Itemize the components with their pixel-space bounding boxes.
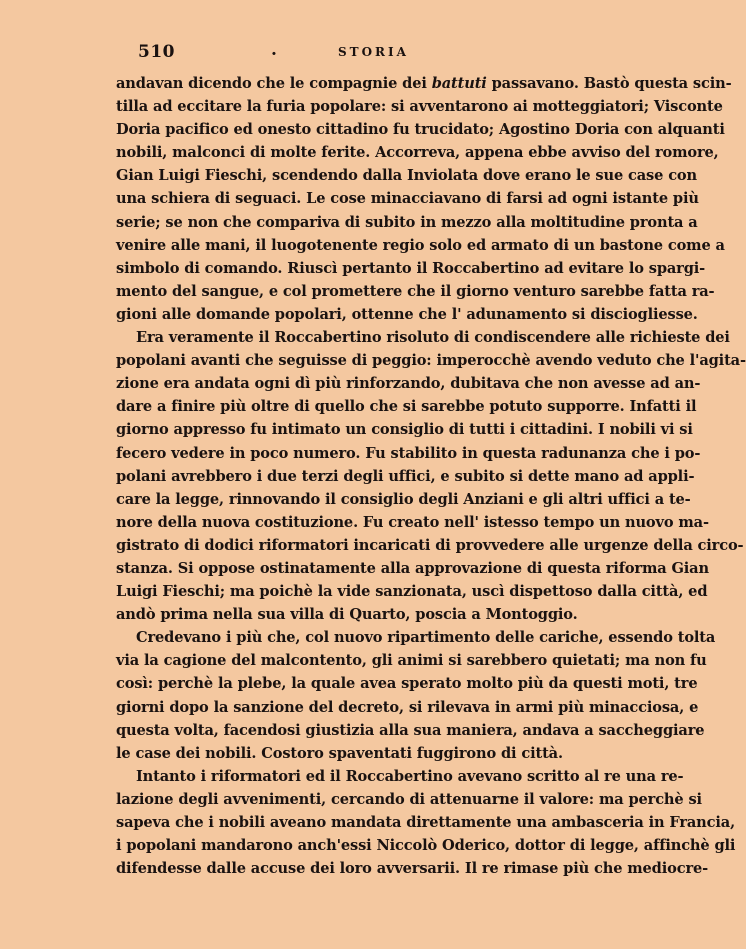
text-line xyxy=(116,372,701,395)
text-line xyxy=(116,395,697,418)
text-segment: Luigi Fieschi; ma poichè la vide sanzionata, uscì dispettoso dalla città, ed xyxy=(116,583,708,601)
text-line xyxy=(116,672,698,695)
text-line xyxy=(116,626,716,649)
body-text xyxy=(116,72,746,880)
paragraph xyxy=(116,72,732,326)
text-segment: Doria pacifico ed onesto cittadino fu trucidato; Agostino Doria con alquanti xyxy=(116,121,725,139)
paragraph xyxy=(116,765,736,880)
text-segment: polani avrebbero i due terzi degli uffici, e subito si dette mano ad appli- xyxy=(116,467,695,485)
text-line xyxy=(116,326,730,349)
text-line xyxy=(116,534,744,557)
text-line xyxy=(116,187,699,210)
text-line xyxy=(116,649,707,672)
text-segment: gioni alle domande popolari, ottenne che l' adunamento si disciogliesse. xyxy=(116,305,698,323)
text-line xyxy=(116,418,693,441)
running-title: STORIA xyxy=(338,45,409,59)
text-segment: zione era andata ogni dì più rinforzando, dubitava che non avesse ad an- xyxy=(116,375,701,393)
text-segment: sapeva che i nobili aveano mandata direttamente una ambasceria in Francia, xyxy=(116,814,736,831)
text-segment: nobili, malconci di molte ferite. Accorreva, appena ebbe avviso del romore, xyxy=(116,144,719,162)
text-line xyxy=(116,118,725,141)
text-segment: simbolo di comando. Riuscì pertanto il Roccabertino ad evitare lo spargi- xyxy=(116,259,706,277)
text-line xyxy=(116,303,698,326)
text-segment: tilla ad eccitare la furia popolare: si avventarono ai motteggiatori; Visconte xyxy=(116,98,723,116)
text-segment: una schiera di seguaci. Le cose minacciavano di farsi ad ogni istante più xyxy=(116,190,699,208)
text-line xyxy=(116,141,719,164)
paragraph xyxy=(116,626,716,765)
text-line xyxy=(116,857,709,880)
text-segment: gistrato di dodici riformatori incaricati di provvedere alle urgenze della circo- xyxy=(116,536,744,554)
text-line xyxy=(116,72,732,95)
text-segment: dare a finire più oltre di quello che si sarebbe potuto supporre. Infatti il xyxy=(116,398,697,416)
text-line xyxy=(116,696,699,719)
text-line xyxy=(116,834,736,857)
text-line xyxy=(116,580,708,603)
text-line xyxy=(116,811,736,834)
text-segment: venire alle mani, il luogotenente regio solo ed armato di un bastone come a xyxy=(116,236,725,254)
text-segment: andavan dicendo che le compagnie dei xyxy=(116,75,432,92)
page-number: 510 xyxy=(138,42,175,62)
text-line xyxy=(116,442,701,465)
text-line xyxy=(116,465,695,488)
text-segment: passavano. Bastò questa scin- xyxy=(486,75,732,92)
text-line xyxy=(116,603,618,626)
text-line xyxy=(116,719,705,742)
text-line xyxy=(116,211,698,234)
text-segment: Gian Luigi Fieschi, scendendo dalla Inviolata dove erano le sue case con xyxy=(116,167,697,185)
text-segment: serie; se non che compariva di subito in mezzo alla moltitudine pronta a xyxy=(116,213,698,231)
text-segment: via la cagione del malcontento, gli animi si sarebbero quietati; ma non fu xyxy=(116,652,707,670)
text-segment: giorni dopo la sanzione del decreto, si rilevava in armi più minacciosa, e xyxy=(116,698,699,716)
text-segment: difendesse dalle accuse dei loro avversarii. Il re rimase più che mediocre- xyxy=(116,860,709,878)
text-line xyxy=(116,557,709,580)
text-line xyxy=(116,280,715,303)
text-segment: nore della nuova costituzione. Fu creato nell' istesso tempo un nuovo ma- xyxy=(116,513,709,531)
text-segment: Credevano i più che, col nuovo ripartimento delle cariche, essendo tolta xyxy=(136,629,716,647)
text-line xyxy=(116,511,709,534)
text-segment: fecero vedere in poco numero. Fu stabilito in questa radunanza che i po- xyxy=(116,444,701,462)
text-line xyxy=(116,788,702,811)
text-line xyxy=(116,95,723,118)
text-segment: questa volta, facendosi giustizia alla sua maniera, andava a saccheggiare xyxy=(116,721,705,739)
text-segment: mento del sangue, e col promettere che il giorno venturo sarebbe fatta ra- xyxy=(116,282,715,300)
text-line xyxy=(116,257,706,280)
text-segment: Era veramente il Roccabertino risoluto di condiscendere alle richieste dei xyxy=(136,329,730,347)
text-segment: stanza. Si oppose ostinatamente alla approvazione di questa riforma Gian xyxy=(116,559,709,577)
text-segment: andò prima nella sua villa di Quarto, poscia a Montoggio. xyxy=(116,606,578,624)
italic-word: battuti xyxy=(431,75,487,92)
text-line xyxy=(116,234,725,257)
text-line xyxy=(116,164,697,187)
header-separator: . xyxy=(271,40,277,60)
text-line xyxy=(116,488,691,511)
text-segment: i popolani mandarono anch'essi Niccolò Oderico, dottor di legge, affinchè gli xyxy=(116,837,736,855)
text-segment: così: perchè la plebe, la quale avea sperato molto più da questi moti, tre xyxy=(116,675,698,693)
text-segment: popolani avanti che seguisse di peggio: imperocchè avendo veduto che l'agita- xyxy=(116,352,746,370)
page-header xyxy=(116,42,635,66)
text-segment: lazione degli avvenimenti, cercando di attenuarne il valore: ma perchè si xyxy=(116,790,702,808)
text-segment: care la legge, rinnovando il consiglio degli Anziani e gli altri uffici a te- xyxy=(116,490,691,508)
text-segment: giorno appresso fu intimato un consiglio di tutti i cittadini. I nobili vi si xyxy=(116,421,693,439)
text-line xyxy=(116,349,746,372)
paragraph xyxy=(116,326,746,626)
text-line xyxy=(116,742,618,765)
text-segment: Intanto i riformatori ed il Roccabertino avevano scritto al re una re- xyxy=(136,767,684,785)
text-segment: le case dei nobili. Costoro spaventati fuggirono di città. xyxy=(116,744,563,762)
text-line xyxy=(116,765,684,788)
